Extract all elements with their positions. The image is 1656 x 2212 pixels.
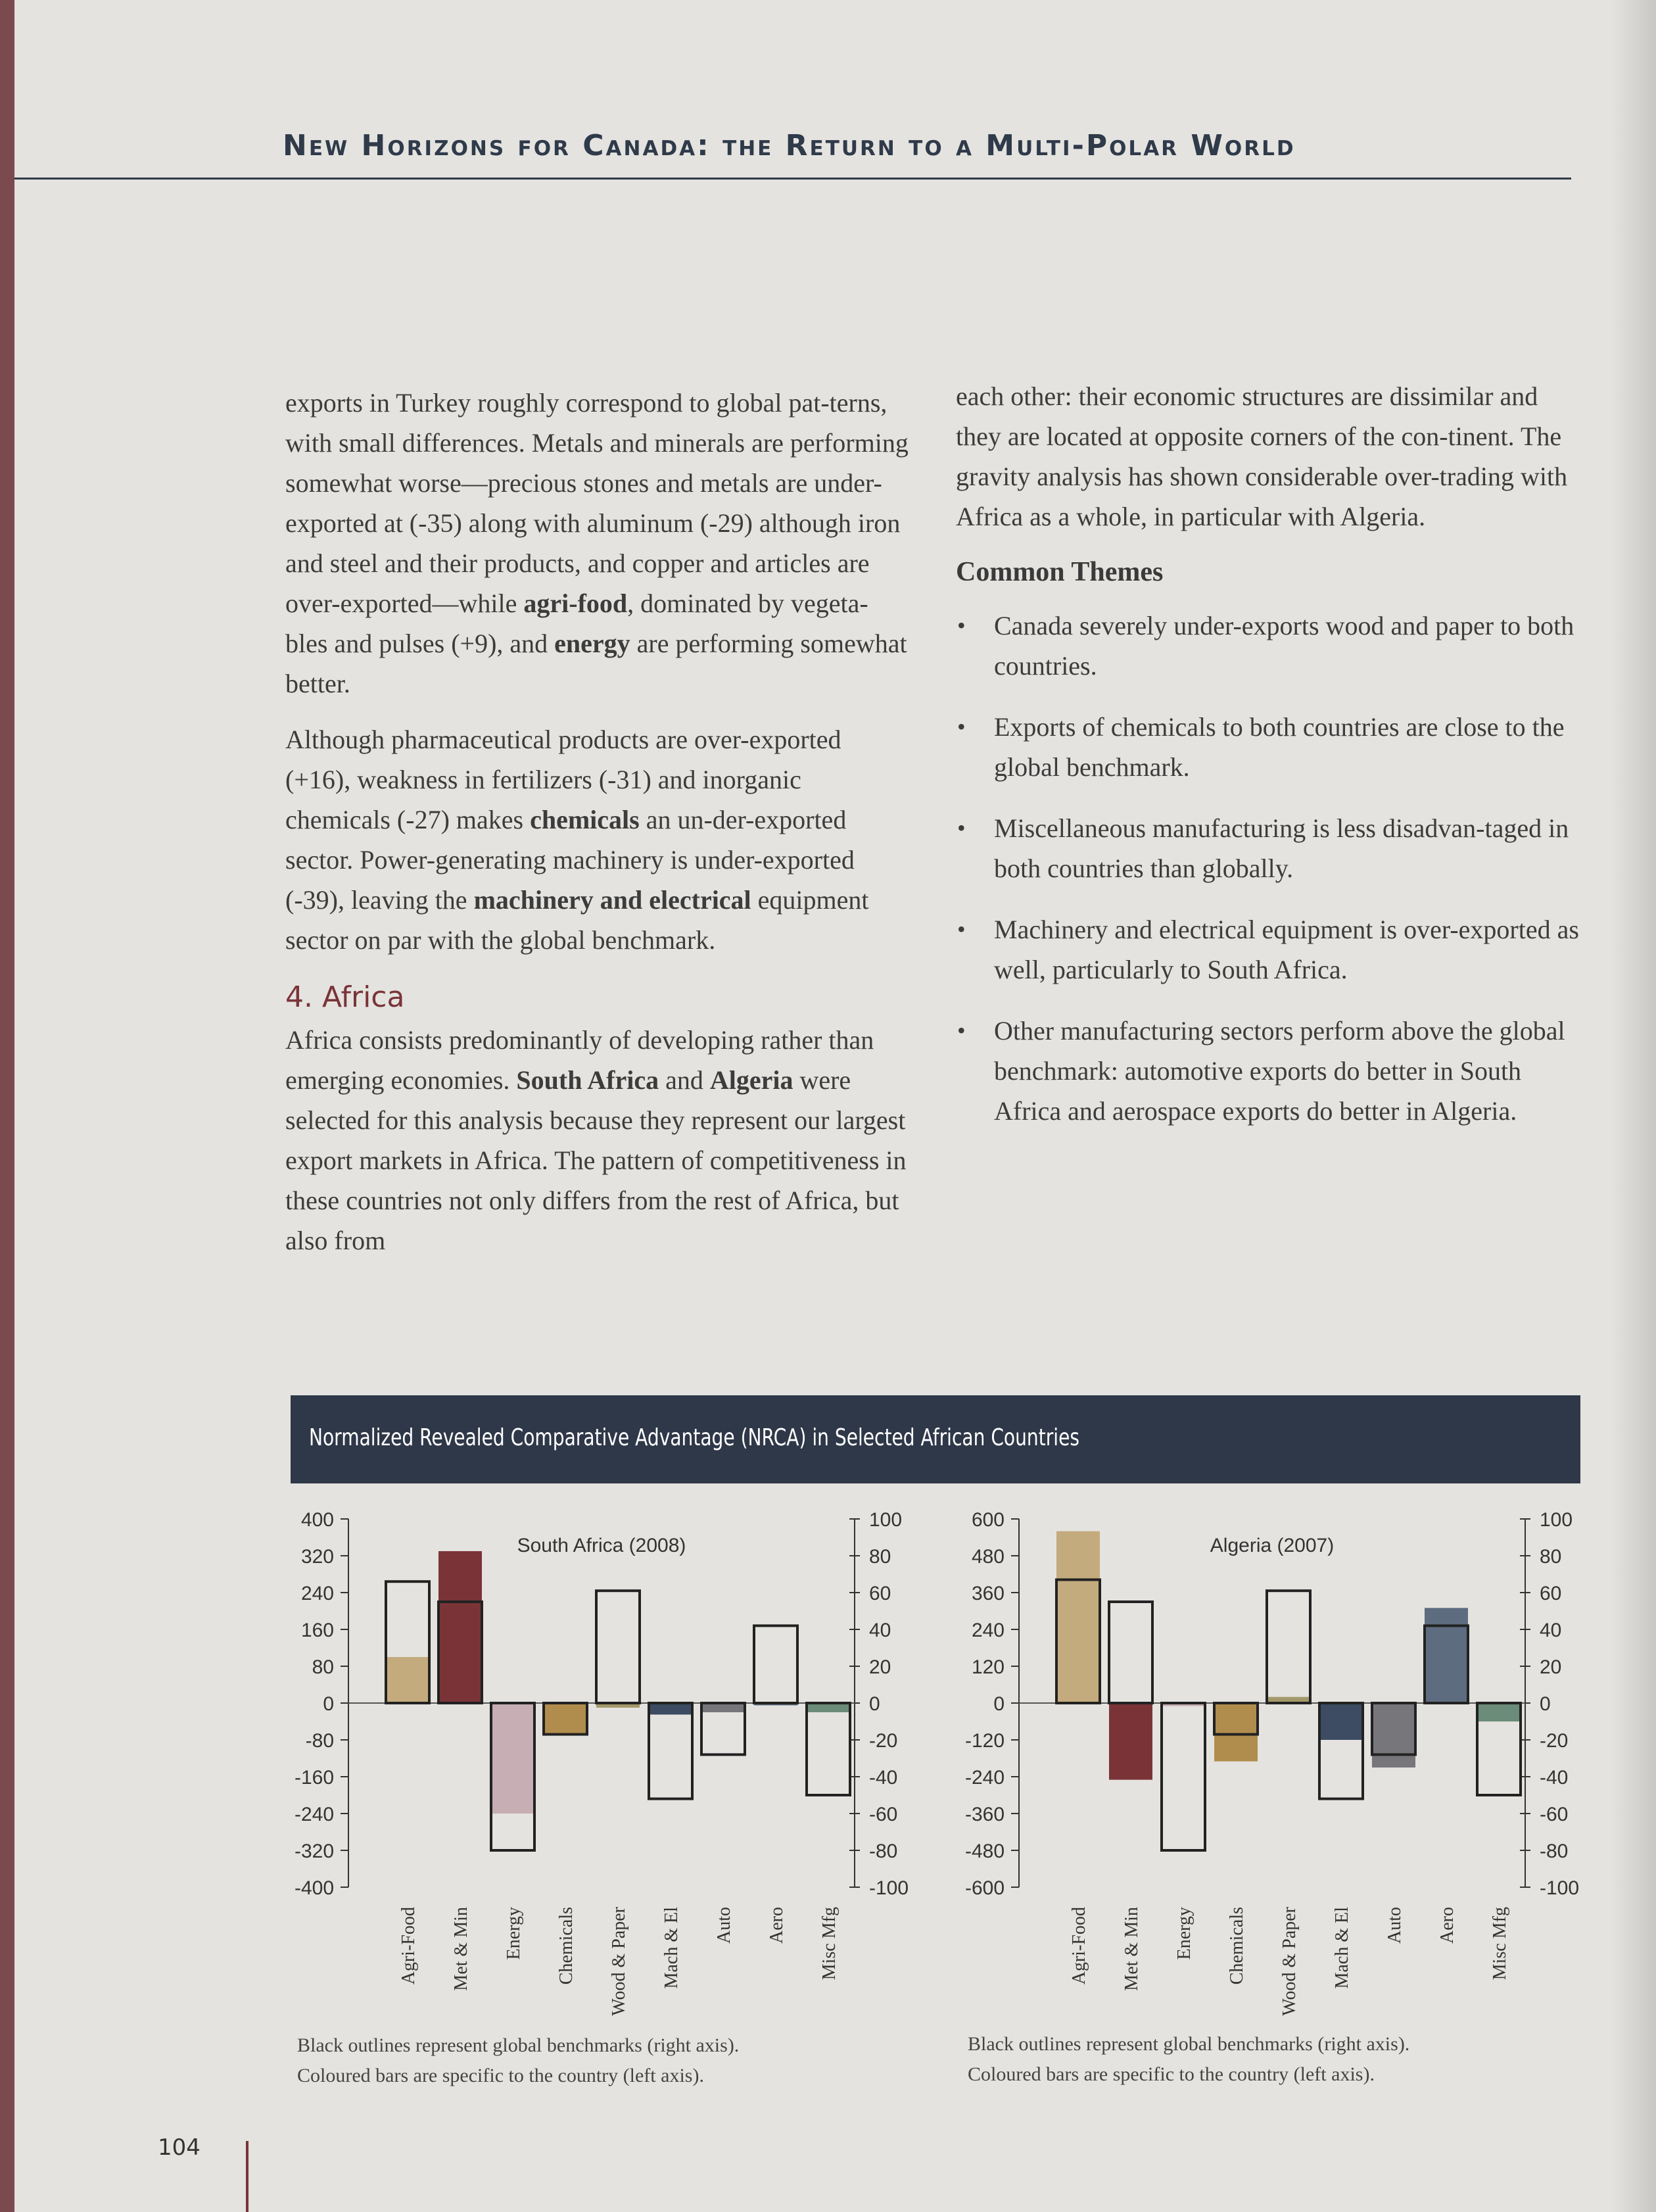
y-tick-label-left: -80 bbox=[305, 1730, 334, 1752]
y-tick-label-left: 0 bbox=[323, 1693, 334, 1715]
y-tick-label-right: 80 bbox=[869, 1546, 891, 1568]
section-heading: 4. Africa bbox=[285, 980, 405, 1014]
y-tick-label-right: 60 bbox=[869, 1583, 891, 1604]
y-tick-label-left: -160 bbox=[294, 1767, 334, 1789]
y-tick-label-left: -480 bbox=[964, 1840, 1005, 1862]
bold-text: Algeria bbox=[709, 1065, 793, 1095]
y-tick-label-left: 240 bbox=[971, 1620, 1005, 1641]
x-category-label: Met & Min bbox=[1122, 1907, 1142, 1991]
bullet-item: • Other manufacturing sectors perform above the global benchmark: automotive exports do better in South Africa and aerospace exports do better in Algeria. bbox=[956, 1011, 1580, 1131]
right-column bbox=[956, 376, 1580, 1152]
paragraph bbox=[285, 1020, 910, 1261]
bold-text: chemicals bbox=[530, 805, 640, 834]
chart-note-line: Black outlines represent global benchmarks (right axis). bbox=[297, 2034, 740, 2056]
bullet-list bbox=[956, 606, 1580, 1131]
text-run: and bbox=[659, 1065, 710, 1095]
text-run: exports in Turkey roughly correspond to global pat-terns, with small differences. Metals and minerals are performing somewhat worse—precious stones and metals are under-exported at (-35) along with aluminum (-29) although iron and steel and their products, and copper and articles are over-exported—while bbox=[285, 388, 909, 618]
y-tick-label-right: 60 bbox=[1540, 1583, 1562, 1604]
x-category-label: Energy bbox=[504, 1907, 524, 1960]
x-category-label: Agri-Food bbox=[1069, 1907, 1089, 1985]
benchmark-outline bbox=[1267, 1591, 1310, 1703]
country-bar bbox=[1319, 1703, 1363, 1740]
text-run: , dominated by vegeta-bles and pulses (+9), and bbox=[285, 589, 868, 658]
country-bar bbox=[1056, 1531, 1100, 1703]
y-tick-label-left: -240 bbox=[964, 1767, 1005, 1789]
country-bar bbox=[649, 1703, 692, 1715]
y-tick-label-right: 20 bbox=[1540, 1656, 1562, 1678]
y-tick-label-right: -60 bbox=[1540, 1804, 1569, 1825]
benchmark-outline bbox=[754, 1625, 797, 1703]
x-category-label: Auto bbox=[1384, 1907, 1405, 1944]
bullet-item: • Canada severely under-exports wood and paper to both countries. bbox=[956, 606, 1580, 686]
y-tick-label-left: -320 bbox=[294, 1840, 334, 1862]
text-run: were selected for this analysis because they represent our largest export markets in Africa. The pattern of competitiveness in these countries not only differs from the rest of Africa, but also from bbox=[285, 1065, 907, 1255]
y-tick-label-right: -20 bbox=[1540, 1730, 1569, 1752]
y-tick-label-left: 80 bbox=[312, 1656, 334, 1678]
y-tick-label-left: -400 bbox=[294, 1877, 334, 1899]
y-tick-label-left: 120 bbox=[971, 1656, 1005, 1678]
y-tick-label-left: 240 bbox=[300, 1583, 334, 1604]
x-category-label: Mach & El bbox=[661, 1907, 682, 1989]
y-tick-label-right: -20 bbox=[869, 1730, 898, 1752]
y-tick-label-left: 320 bbox=[300, 1546, 334, 1568]
bold-text: energy bbox=[554, 629, 630, 658]
footer-rule bbox=[246, 2141, 248, 2212]
x-category-label: Agri-Food bbox=[398, 1907, 419, 1985]
bullet-item: • Miscellaneous manufacturing is less disadvan-taged in both countries than globally. bbox=[956, 808, 1580, 888]
bullet-item: • Machinery and electrical equipment is over-exported as well, particularly to South Africa. bbox=[956, 909, 1580, 990]
chart-note-south-africa bbox=[297, 2031, 889, 2091]
country-bar bbox=[491, 1703, 534, 1814]
y-tick-label-right: -80 bbox=[1540, 1840, 1569, 1862]
page-number: 104 bbox=[158, 2134, 201, 2161]
y-tick-label-left: 480 bbox=[971, 1546, 1005, 1568]
country-bar bbox=[438, 1551, 482, 1703]
y-tick-label-right: -80 bbox=[869, 1840, 898, 1862]
bullet-item: • Exports of chemicals to both countries are close to the global benchmark. bbox=[956, 707, 1580, 787]
benchmark-outline bbox=[1162, 1703, 1205, 1850]
running-head: New Horizons for Canada: the Return to a Multi-Polar World bbox=[283, 129, 1296, 162]
chart-banner-title: Normalized Revealed Comparative Advantage (NRCA) in Selected African Countries bbox=[309, 1424, 1079, 1451]
x-category-label: Chemicals bbox=[556, 1907, 577, 1985]
country-bar bbox=[1372, 1703, 1415, 1767]
bold-text: machinery and electrical bbox=[473, 885, 751, 915]
y-tick-label-right: 0 bbox=[869, 1693, 880, 1715]
y-tick-label-right: 0 bbox=[1540, 1693, 1551, 1715]
x-category-label: Energy bbox=[1174, 1907, 1195, 1960]
x-category-label: Auto bbox=[714, 1907, 734, 1944]
subheading: Common Themes bbox=[956, 557, 1164, 587]
country-bar bbox=[1477, 1703, 1521, 1721]
y-tick-label-right: 80 bbox=[1540, 1546, 1562, 1568]
paragraph bbox=[285, 383, 910, 704]
text-run: an un-der-exported sector. Power-generating machinery is under-exported (-39), leaving the bbox=[285, 805, 855, 915]
chart-note-algeria bbox=[968, 2029, 1559, 2090]
x-category-label: Misc Mfg bbox=[1490, 1907, 1510, 1981]
x-category-label: Aero bbox=[767, 1907, 787, 1944]
y-tick-label-right: -40 bbox=[1540, 1767, 1569, 1789]
chart-note-line: Black outlines represent global benchmarks (right axis). bbox=[968, 2033, 1410, 2055]
chart-title: Algeria (2007) bbox=[1210, 1535, 1335, 1556]
y-tick-label-right: 40 bbox=[869, 1620, 891, 1641]
x-category-label: Aero bbox=[1437, 1907, 1457, 1944]
text-run: Africa consists predominantly of developing rather than emerging economies. bbox=[285, 1025, 874, 1095]
benchmark-outline bbox=[1109, 1602, 1152, 1703]
y-tick-label-right: -60 bbox=[869, 1804, 898, 1825]
y-tick-label-left: 600 bbox=[971, 1509, 1005, 1531]
country-bar bbox=[701, 1703, 745, 1712]
country-bar bbox=[1109, 1703, 1152, 1780]
y-tick-label-right: 40 bbox=[1540, 1620, 1562, 1641]
chart-south-africa bbox=[289, 1499, 920, 2016]
x-category-label: Wood & Paper bbox=[1279, 1907, 1300, 2016]
y-tick-label-left: -120 bbox=[964, 1730, 1005, 1752]
country-bar bbox=[807, 1703, 850, 1712]
chart-title: South Africa (2008) bbox=[517, 1535, 686, 1556]
y-tick-label-left: 360 bbox=[971, 1583, 1005, 1604]
y-tick-label-left: 160 bbox=[300, 1620, 334, 1641]
benchmark-outline bbox=[807, 1703, 850, 1795]
x-category-label: Misc Mfg bbox=[819, 1907, 840, 1981]
x-category-label: Met & Min bbox=[451, 1907, 471, 1991]
y-tick-label-right: -100 bbox=[869, 1877, 909, 1899]
paragraph: each other: their economic structures are dissimilar and they are located at opposite corners of the con-tinent. The gravity analysis has shown considerable over-trading with Africa as a whole, in particular with Algeria. bbox=[956, 381, 1568, 531]
text-run: Although pharmaceutical products are over-exported (+16), weakness in fertilizers (-31) and inorganic chemicals (-27) makes bbox=[285, 725, 841, 834]
country-bar bbox=[386, 1657, 429, 1703]
benchmark-outline bbox=[649, 1703, 692, 1799]
benchmark-outline bbox=[596, 1591, 640, 1703]
country-bar bbox=[1214, 1703, 1258, 1762]
left-column bbox=[285, 383, 910, 1276]
y-tick-label-right: 100 bbox=[1540, 1509, 1573, 1531]
y-tick-label-left: -360 bbox=[964, 1804, 1005, 1825]
chart-note-line: Coloured bars are specific to the country (left axis). bbox=[297, 2065, 704, 2086]
book-spine-edge bbox=[0, 0, 14, 2212]
text-run: equipment sector on par with the global benchmark. bbox=[285, 885, 869, 955]
y-tick-label-left: 400 bbox=[300, 1509, 334, 1531]
page-fold-shadow bbox=[1610, 0, 1656, 2212]
x-category-label: Wood & Paper bbox=[609, 1907, 629, 2016]
y-tick-label-right: -40 bbox=[869, 1767, 898, 1789]
y-tick-label-right: -100 bbox=[1540, 1877, 1580, 1899]
chart-algeria bbox=[960, 1499, 1591, 2016]
country-bar bbox=[1425, 1608, 1468, 1703]
y-tick-label-left: -600 bbox=[964, 1877, 1005, 1899]
chart-note-line: Coloured bars are specific to the country (left axis). bbox=[968, 2063, 1375, 2085]
header-rule bbox=[14, 178, 1571, 180]
bold-text: South Africa bbox=[516, 1065, 659, 1095]
y-tick-label-left: -240 bbox=[294, 1804, 334, 1825]
y-tick-label-right: 100 bbox=[869, 1509, 903, 1531]
country-bar bbox=[544, 1703, 587, 1735]
x-category-label: Chemicals bbox=[1227, 1907, 1247, 1985]
paragraph bbox=[285, 719, 910, 960]
text-run: are performing somewhat better. bbox=[285, 629, 907, 698]
x-category-label: Mach & El bbox=[1332, 1907, 1352, 1989]
bold-text: agri-food bbox=[523, 589, 628, 618]
y-tick-label-right: 20 bbox=[869, 1656, 891, 1678]
y-tick-label-left: 0 bbox=[993, 1693, 1005, 1715]
